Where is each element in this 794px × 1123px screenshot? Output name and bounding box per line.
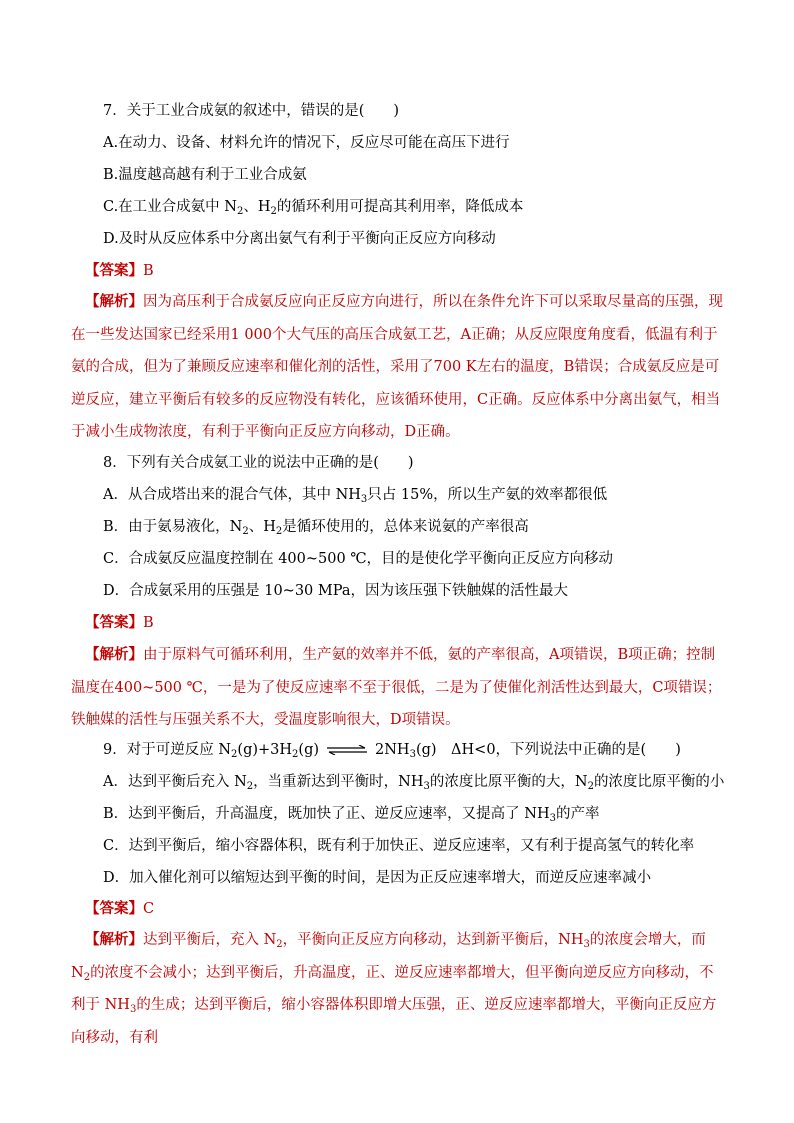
q8-explanation: 【解析】由于原料气可循环利用，生产氨的效率并不低，氨的产率很高，A项错误，B项正确；控制温度在400~500 ℃，一是为了使反应速率不至于很低，二是为了使催化剂活性达到最大，C项错误；铁触媒的活性与压强关系不大，受温度影响很大，D项错误。 xyxy=(71,646,722,728)
q9-option-d: D．加入催化剂可以缩短达到平衡的时间，是因为正反应速率增大，而逆反应速率减小 xyxy=(103,870,652,886)
q7-answer: 【答案】B xyxy=(85,262,154,279)
q8-option-b: B．由于氨易液化，$N_2$、$H_2$是循环使用的，总体来说氨的产率很高 xyxy=(103,519,529,537)
q9-option-c: C．达到平衡后，缩小容器体积，既有利于加快正、逆反应速率，又有利于提高氢气的转化率 xyxy=(103,838,695,854)
q7-option-c: C.在工业合成氨中 $N_2$、$H_2$的循环利用可提高其利用率，降低成本 xyxy=(103,199,524,217)
q7-explanation: 【解析】因为高压利于合成氨反应向正反应方向进行，所以在条件允许下可以采取尽量高的压强，现在一些发达国家已经采用1 000个大气压的高压合成氨工艺，A正确；从反应限度角度看，低温有利于氨的合成，但为了兼顾反应速率和催化剂的活性，采用了700 K左右的温度，B错误；合成氨反应是可逆反应，建立平衡后有较多的反应物没有转化，应该循环使用，C正确。反应体系中分离出氨气，相当于减小生成物浓度，有利于平衡向正反应方向移动，D正确。 xyxy=(71,293,723,440)
q8-option-c: C．合成氨反应温度控制在 400~500 ℃，目的是使化学平衡向正反应方向移动 xyxy=(103,551,614,567)
q7-option-a: A.在动力、设备、材料允许的情况下，反应尽可能在高压下进行 xyxy=(103,135,510,151)
q8-option-a: A．从合成塔出来的混合气体，其中 $NH_3$只占 15%，所以生产氨的效率都很低 xyxy=(103,487,608,505)
q9-explanation: 【解析】达到平衡后，充入 $N_2$，平衡向正反应方向移动，达到新平衡后，$NH_3$的浓度会增大，而 $N_2$的浓度不会减小；达到平衡后，升高温度，正、逆反应速率都增大，但平衡向逆反应方向移动，不利于 $NH_3$的生成；达到平衡后，缩小容器体积即增大压强，正、逆反应速率都增大，平衡向正反应方向移动，有利 xyxy=(71,931,717,1046)
q9-stem: 9．对于可逆反应 $N_2(g)+3H_2(g)$ $2NH_3(g)$ ΔH<0，下列说法中正确的是( ) xyxy=(103,742,681,760)
q7-option-b: B.温度越高越有利于工业合成氨 xyxy=(103,167,307,183)
q9-answer: 【答案】C xyxy=(85,900,155,917)
q8-answer: 【答案】B xyxy=(85,614,154,631)
q7-stem: 7．关于工业合成氨的叙述中，错误的是( ) xyxy=(103,103,400,119)
q8-stem: 8．下列有关合成氨工业的说法中正确的是( ) xyxy=(103,455,414,471)
q9-option-a: A．达到平衡后充入 $N_2$，当重新达到平衡时，$NH_3$的浓度比原平衡的大，$N_2$的浓度比原平衡的小 xyxy=(103,774,725,792)
reversible-arrow-icon xyxy=(325,745,369,755)
q7-option-d: D.及时从反应体系中分离出氨气有利于平衡向正反应方向移动 xyxy=(103,231,496,247)
q9-option-b: B．达到平衡后，升高温度，既加快了正、逆反应速率，又提高了 $NH_3$的产率 xyxy=(103,806,600,824)
q8-option-d: D．合成氨采用的压强是 10~30 MPa，因为该压强下铁触媒的活性最大 xyxy=(103,583,568,599)
